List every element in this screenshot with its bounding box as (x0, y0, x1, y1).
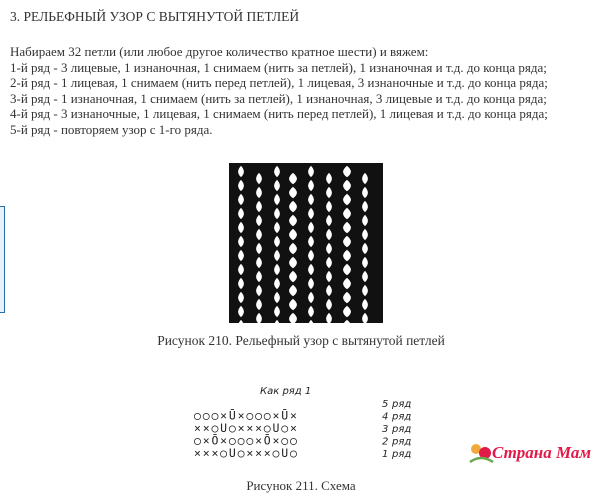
scheme-symbol-row: ××○U○×××○U○× (194, 421, 299, 435)
row-label: 2-й ряд (10, 75, 51, 91)
scheme-row-label: ряд (392, 449, 412, 460)
scheme-row-number: 4 (382, 411, 389, 423)
scheme-row-label: ряд (392, 424, 412, 435)
scheme-row-number: 1 (382, 449, 389, 460)
scheme-header: Как ряд 1 (260, 386, 312, 397)
row-text: - 3 изнаночные, 1 лицевая, 1 снимаем (нить перед петлей), 1 лицевая и т.д. до конца ряда; (50, 106, 548, 122)
row-instruction (10, 91, 600, 107)
scheme-row-label: ряд (392, 436, 412, 448)
section-heading: 3. РЕЛЬЕФНЫЙ УЗОР С ВЫТЯНУТОЙ ПЕТЛЕЙ (10, 9, 300, 24)
row-instruction (10, 122, 600, 138)
row-label: 1-й ряд (10, 59, 51, 75)
knitting-scheme-chart (186, 380, 426, 468)
scheme-row-number: 3 (382, 424, 389, 435)
scheme-row-number: 5 (382, 399, 389, 410)
scheme-row-label: ряд (392, 399, 412, 410)
figure-caption-211: Рисунок 211. Схема (246, 478, 356, 493)
row-instruction (10, 60, 600, 76)
scheme-row-label: ряд (392, 411, 412, 423)
row-instruction (10, 75, 600, 91)
watermark: Страна Мам (492, 443, 592, 462)
knitting-pattern-illustration (229, 163, 383, 323)
row-text: - 1 изнаночная, 1 снимаем (нить за петлей), 1 изнаночная, 3 лицевые и т.д. до конца ряда; (50, 90, 547, 106)
scheme-symbol-row: ○○○×Ū×○○○×Ū× (194, 408, 299, 423)
side-scroll-tab[interactable] (0, 206, 5, 313)
scheme-row-number: 2 (382, 436, 389, 448)
row-label: 4-й ряд (10, 106, 51, 122)
scheme-symbol-row: ×××○U○×××○U○ (194, 446, 299, 460)
row-label: 3-й ряд (10, 90, 51, 106)
figure-caption-210: Рисунок 210. Рельефный узор с вытянутой петлей (157, 333, 445, 348)
row-text: - 1 лицевая, 1 снимаем (нить перед петлей), 1 лицевая, 3 изнаночные и т.д. до конца ряда; (50, 75, 548, 91)
row-text: - повторяем узор с 1-го ряда. (50, 121, 213, 137)
instructions (10, 44, 600, 138)
intro-line: Набираем 32 петли (или любое другое количество кратное шести) и вяжем: (10, 44, 429, 59)
row-label: 5-й ряд (10, 121, 51, 137)
row-instruction (10, 106, 600, 122)
row-text: - 3 лицевые, 1 изнаночная, 1 снимаем (нить за петлей), 1 изнаночная и т.д. до конца ряда; (50, 59, 547, 75)
scheme-symbol-row: ○×Ō×○○○×Ō×○○ (194, 433, 299, 448)
